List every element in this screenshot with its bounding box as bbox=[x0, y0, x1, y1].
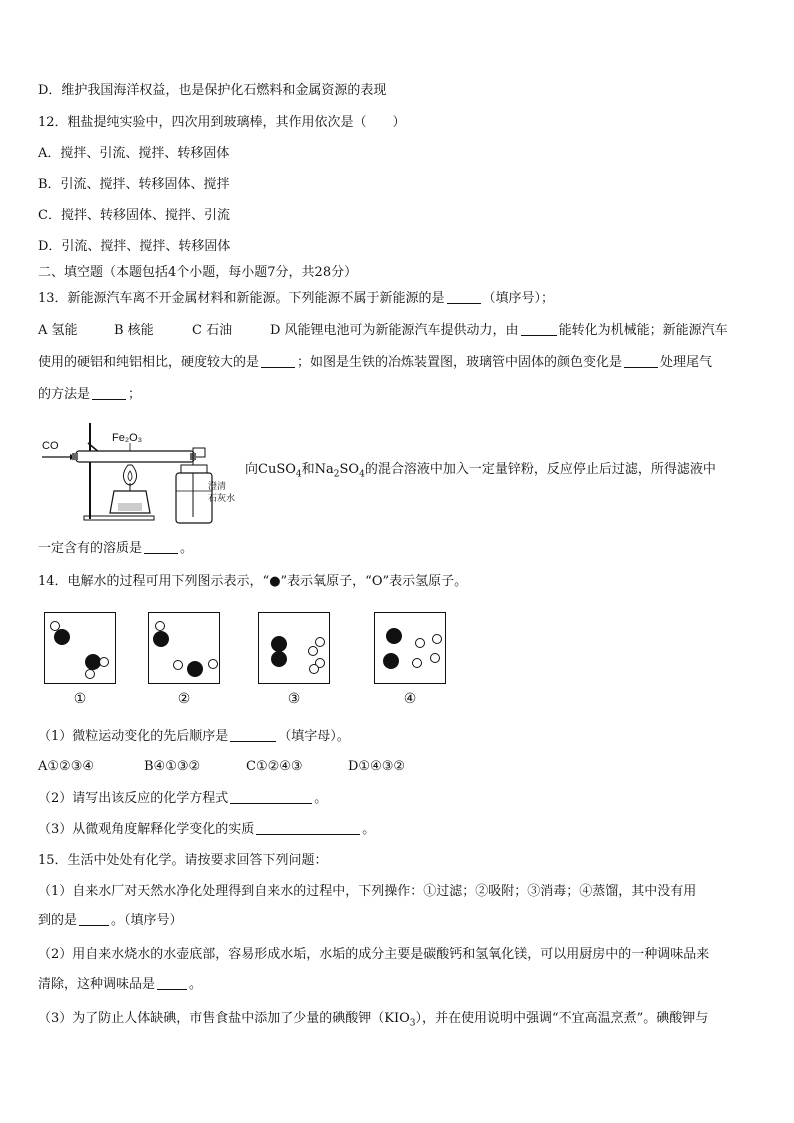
answer-blank[interactable] bbox=[230, 790, 312, 804]
iron-smelting-apparatus-figure bbox=[40, 413, 240, 528]
q14-text: 。 bbox=[362, 822, 376, 837]
answer-blank[interactable] bbox=[79, 912, 109, 926]
q14-stem: 14．电解水的过程可用下列图示表示，“●”表示氧原子，“O”表示氢原子。 bbox=[38, 574, 468, 589]
q14-sub1 bbox=[38, 728, 350, 746]
box-label-1: ① bbox=[73, 691, 87, 707]
q12-option-b: B．引流、搅拌、转移固体、搅拌 bbox=[38, 177, 230, 192]
q12-option-c: C．搅拌、转移固体、搅拌、引流 bbox=[38, 208, 230, 223]
q15-stem: 15．生活中处处有化学。请按要求回答下列问题： bbox=[38, 853, 328, 868]
q14-text: （2）请写出该反应的化学方程式 bbox=[38, 791, 229, 806]
q15-part3-line1 bbox=[38, 1010, 708, 1033]
molecule-box-1 bbox=[44, 612, 116, 684]
q14-text: （填字母）。 bbox=[278, 729, 350, 744]
answer-blank[interactable] bbox=[624, 354, 658, 368]
q13-text: （填序号）； bbox=[482, 291, 555, 306]
answer-blank[interactable] bbox=[92, 386, 126, 400]
q14-sub3 bbox=[38, 821, 375, 839]
q13-option-c: C 石油 bbox=[192, 323, 233, 338]
answer-blank[interactable] bbox=[521, 322, 557, 336]
q13-text: 和Na bbox=[301, 462, 334, 477]
q13-text: 处理尾气 bbox=[660, 355, 713, 370]
q13-text: 使用的硬铝和纯铝相比，硬度较大的是 bbox=[38, 355, 260, 370]
answer-blank[interactable] bbox=[256, 821, 360, 835]
q14-choice-c: C①②④③ bbox=[246, 759, 303, 774]
subscript: 4 bbox=[359, 469, 365, 480]
q14-text: （1）微粒运动变化的先后顺序是 bbox=[38, 729, 229, 744]
q15-text: ），并在使用说明中强调“不宜高温烹煮”。碘酸钾与 bbox=[415, 1011, 709, 1026]
q13-option-a: A 氢能 bbox=[38, 323, 78, 338]
q13-line6 bbox=[38, 540, 193, 558]
box-label-4: ④ bbox=[403, 691, 417, 707]
q15-part1-line2 bbox=[38, 912, 183, 930]
answer-blank[interactable] bbox=[144, 540, 178, 554]
q13-text: 的混合溶液中加入一定量锌粉，反应停止后过滤，所得滤液中 bbox=[364, 462, 716, 477]
q11-option-d: D．维护我国海洋权益，也是保护化石燃料和金属资源的表现 bbox=[38, 83, 387, 98]
q14-choice-d: D①④③② bbox=[348, 759, 406, 774]
q15-part1-line1: （1）自来水厂对天然水净化处理得到自来水的过程中，下列操作：①过滤；②吸附；③消毒；④蒸馏，其中没有用 bbox=[38, 884, 697, 899]
answer-blank[interactable] bbox=[157, 976, 187, 990]
co-label: CO bbox=[42, 440, 59, 452]
q13-line2 bbox=[38, 322, 728, 340]
molecule-box-4 bbox=[374, 612, 446, 684]
answer-blank[interactable] bbox=[447, 290, 481, 304]
lime-label-1: 澄清 bbox=[208, 482, 227, 492]
q15-text: （3）为了防止人体缺碘，市售食盐中添加了少量的碘酸钾（KIO bbox=[38, 1011, 410, 1026]
q14-choice-a: A①②③④ bbox=[38, 759, 95, 774]
lime-label-2: 石灰水 bbox=[208, 494, 236, 504]
subscript: 3 bbox=[409, 1018, 416, 1029]
subscript: 4 bbox=[295, 469, 302, 480]
answer-blank[interactable] bbox=[230, 728, 276, 742]
q12-stem: 12．粗盐提纯实验中，四次用到玻璃棒，其作用依次是（ ） bbox=[38, 115, 406, 130]
q15-part2-line1: （2）用自来水烧水的水壶底部，容易形成水垢，水垢的成分主要是碳酸钙和氢氧化镁，可以用厨房中的一种调味品来 bbox=[38, 947, 710, 962]
q13-text: D 风能锂电池可为新能源汽车提供动力，由 bbox=[270, 323, 519, 338]
q13-line3 bbox=[38, 354, 712, 372]
q13-line4 bbox=[38, 386, 141, 404]
q13-option-b: B 核能 bbox=[114, 323, 154, 338]
q15-text: 。（填序号） bbox=[111, 913, 183, 928]
q15-text: 。 bbox=[189, 977, 203, 992]
q12-option-a: A．搅拌、引流、搅拌、转移固体 bbox=[38, 146, 230, 161]
q15-text: 到的是 bbox=[38, 913, 78, 928]
q13-line1 bbox=[38, 290, 554, 308]
section-title: 二、填空题（本题包括4个小题，每小题7分，共28分） bbox=[38, 265, 358, 280]
q13-text: 。 bbox=[180, 541, 194, 556]
q13-text: 能转化为机械能；新能源汽车 bbox=[558, 323, 728, 338]
molecule-box-3 bbox=[258, 612, 330, 684]
answer-blank[interactable] bbox=[261, 354, 295, 368]
q15-text: 清除，这种调味品是 bbox=[38, 977, 156, 992]
molecule-box-2 bbox=[148, 612, 220, 684]
q14-text: 。 bbox=[314, 791, 328, 806]
q13-text: ； bbox=[128, 387, 142, 402]
q14-text: （3）从微观角度解释化学变化的实质 bbox=[38, 822, 255, 837]
q14-choice-b: B④①③② bbox=[144, 759, 201, 774]
box-label-2: ② bbox=[177, 691, 191, 707]
q13-text: ；如图是生铁的冶炼装置图，玻璃管中固体的颜色变化是 bbox=[297, 355, 623, 370]
q13-text: 一定含有的溶质是 bbox=[38, 541, 143, 556]
q13-line5 bbox=[245, 461, 716, 484]
q12-option-d: D．引流、搅拌、搅拌、转移固体 bbox=[38, 239, 231, 254]
q13-text: SO bbox=[339, 462, 360, 477]
box-label-3: ③ bbox=[287, 691, 301, 707]
q14-sub2 bbox=[38, 790, 327, 808]
q13-text: 的方法是 bbox=[38, 387, 91, 402]
subscript: 2 bbox=[333, 469, 340, 480]
q13-text: 13．新能源汽车离不开金属材料和新能源。下列能源不属于新能源的是 bbox=[38, 291, 445, 306]
apparatus-drawing bbox=[40, 413, 240, 528]
q13-text: 向CuSO bbox=[245, 462, 296, 477]
fe2o3-label: Fe₂O₃ bbox=[112, 432, 143, 444]
q15-part2-line2 bbox=[38, 976, 202, 994]
